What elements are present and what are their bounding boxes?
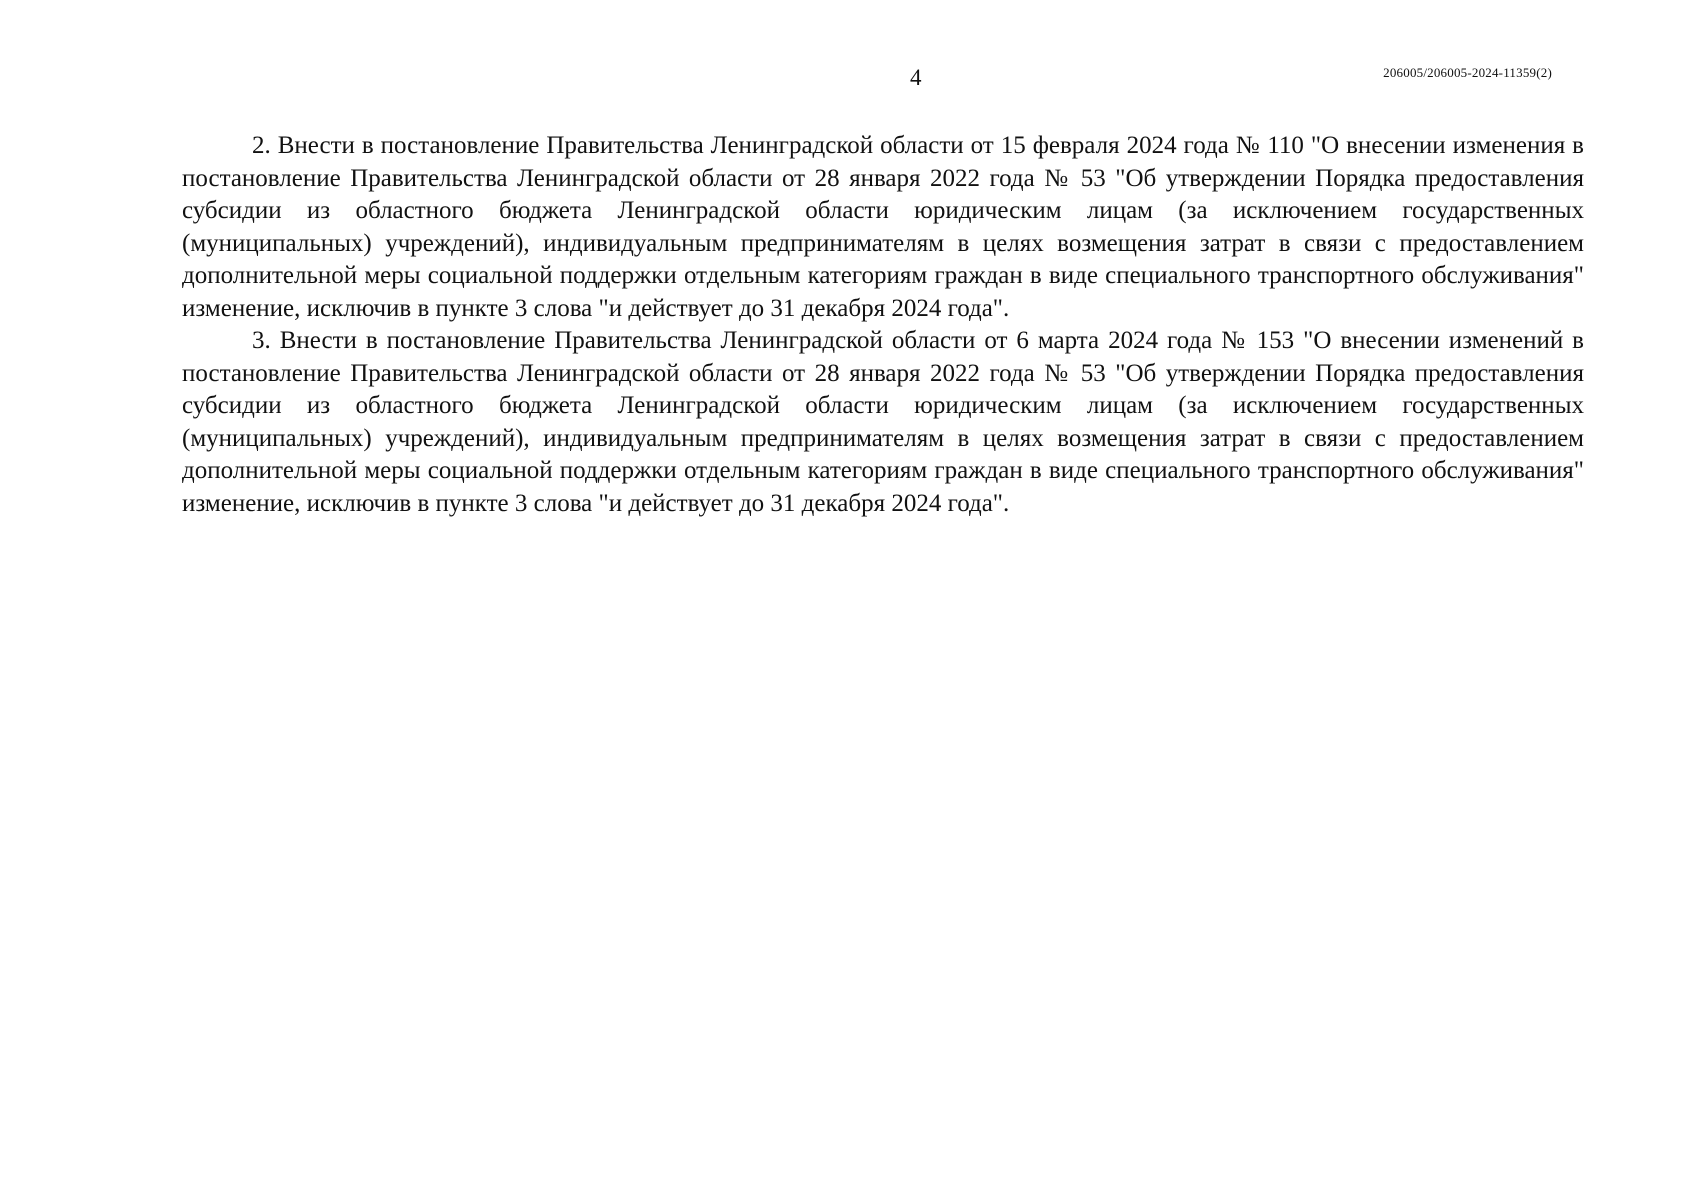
paragraph-item-2: 2. Внести в постановление Правительства Ленинградской области от 15 февраля 2024 года № 110 "О внесении изменения в постановление Правительства Ленинградской области от 28 января 2022 года № 53 "Об утверждении Порядка предоставления субсидии из областного бюджета Ленинградской области юридическим лицам (за исключением государственных (муниципальных) учреждений), индивидуальным предпринимателям в целях возмещения затрат в связи с предоставлением дополнительной меры социальной поддержки отдельным категориям граждан в виде специального транспортного обслуживания" изменение, исключив в пункте 3 слова "и действует до 31 декабря 2024 года". (182, 132, 1584, 322)
page-number: 4 (910, 65, 922, 90)
paragraph-item-3: 3. Внести в постановление Правительства Ленинградской области от 6 марта 2024 года № 153 "О внесении изменений в постановление Правительства Ленинградской области от 28 января 2022 года № 53 "Об утверждении Порядка предоставления субсидии из областного бюджета Ленинградской области юридическим лицам (за исключением государственных (муниципальных) учреждений), индивидуальным предпринимателям в целях возмещения затрат в связи с предоставлением дополнительной меры социальной поддержки отдельным категориям граждан в виде специального транспортного обслуживания" изменение, исключив в пункте 3 слова "и действует до 31 декабря 2024 года". (182, 327, 1584, 517)
document-body (182, 130, 1584, 520)
document-id: 206005/206005-2024-11359(2) (1383, 65, 1552, 80)
